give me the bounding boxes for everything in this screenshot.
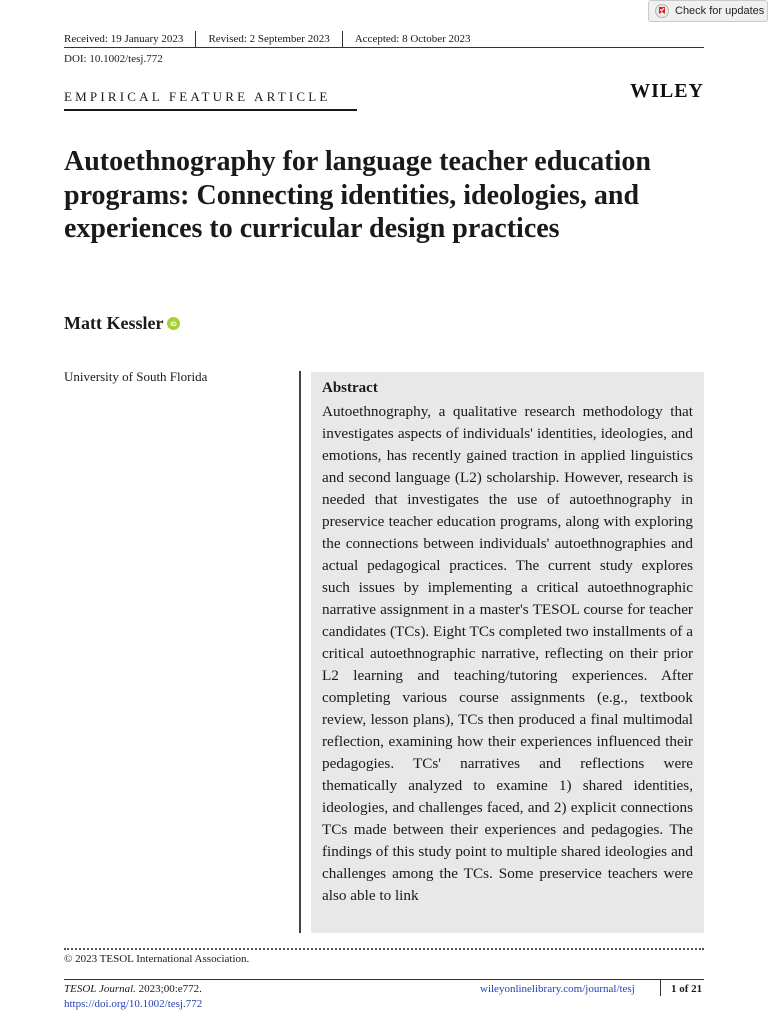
svg-text:iD: iD <box>170 321 178 329</box>
check-for-updates-label: Check for updates <box>675 5 765 17</box>
check-for-updates-button[interactable] <box>648 0 768 22</box>
abstract-heading: Abstract <box>322 380 378 396</box>
journal-site-link[interactable]: wileyonlinelibrary.com/journal/tesj <box>480 983 635 995</box>
publisher-logo: WILEY <box>630 80 704 102</box>
journal-issue: 2023;00:e772. <box>135 983 202 995</box>
page-number: 1 of 21 <box>671 983 703 995</box>
footer-divider <box>660 980 661 996</box>
article-category: EMPIRICAL FEATURE ARTICLE <box>64 89 331 104</box>
doi-label: DOI: 10.1002/tesj.772 <box>64 53 163 65</box>
crossmark-icon <box>655 4 669 18</box>
copyright-notice: © 2023 TESOL International Association. <box>64 953 250 965</box>
history-divider <box>195 31 196 47</box>
journal-name: TESOL Journal. <box>64 983 136 995</box>
received-date: Received: 19 January 2023 <box>64 33 184 45</box>
article-history <box>64 30 704 48</box>
header-rule <box>64 47 704 48</box>
category-underline <box>64 109 357 111</box>
revised-date: Revised: 2 September 2023 <box>208 33 330 45</box>
abstract-panel <box>311 372 704 933</box>
abstract-divider <box>299 371 301 933</box>
abstract-body: Autoethnography, a qualitative research methodology that investigates aspects of individuals' identities, ideologies, and emotions, has recently gained traction in applied linguistics and second language (L2) scholarship. However, research is needed that investigates the use of autoethnography in preservice teacher education programs, along with exploring the connections between individuals' autoethnographies and actual pedagogical practices. The current study explores such issues by implementing a critical autoethnographic narrative assignment in a master's TESOL course for teacher candidates (TCs). Eight TCs completed two installments of a critical autoethnographic narrative, reflecting on their prior L2 learning and teaching/tutoring experiences. After completing various course assignments (e.g., textbook review, lesson plans), TCs then produced a final multimodal reflection, examining how their experiences influenced their pedagogies. TCs' narratives and reflections were thematically analyzed to examine 1) shared identities, ideologies, and challenges faced, and 2) explicit connections TCs made between their experiences and pedagogies. The findings of this study point to multiple shared ideologies and challenges among the TCs. Some preservice teachers were also able to link <box>322 403 693 904</box>
author-name: Matt Kessler <box>64 313 164 333</box>
footer-rule <box>64 979 704 980</box>
article-title: Autoethnography for language teacher education programs: Connecting identities, ideologies, and experiences to curricular design practices <box>64 146 651 244</box>
footer-dotted-rule <box>64 948 704 950</box>
doi-link[interactable]: https://doi.org/10.1002/tesj.772 <box>64 998 203 1010</box>
accepted-date: Accepted: 8 October 2023 <box>354 33 471 45</box>
author-line <box>64 313 180 334</box>
journal-citation <box>64 983 202 995</box>
orcid-icon[interactable] <box>167 317 180 330</box>
history-divider <box>342 31 343 47</box>
author-affiliation: University of South Florida <box>64 369 208 384</box>
